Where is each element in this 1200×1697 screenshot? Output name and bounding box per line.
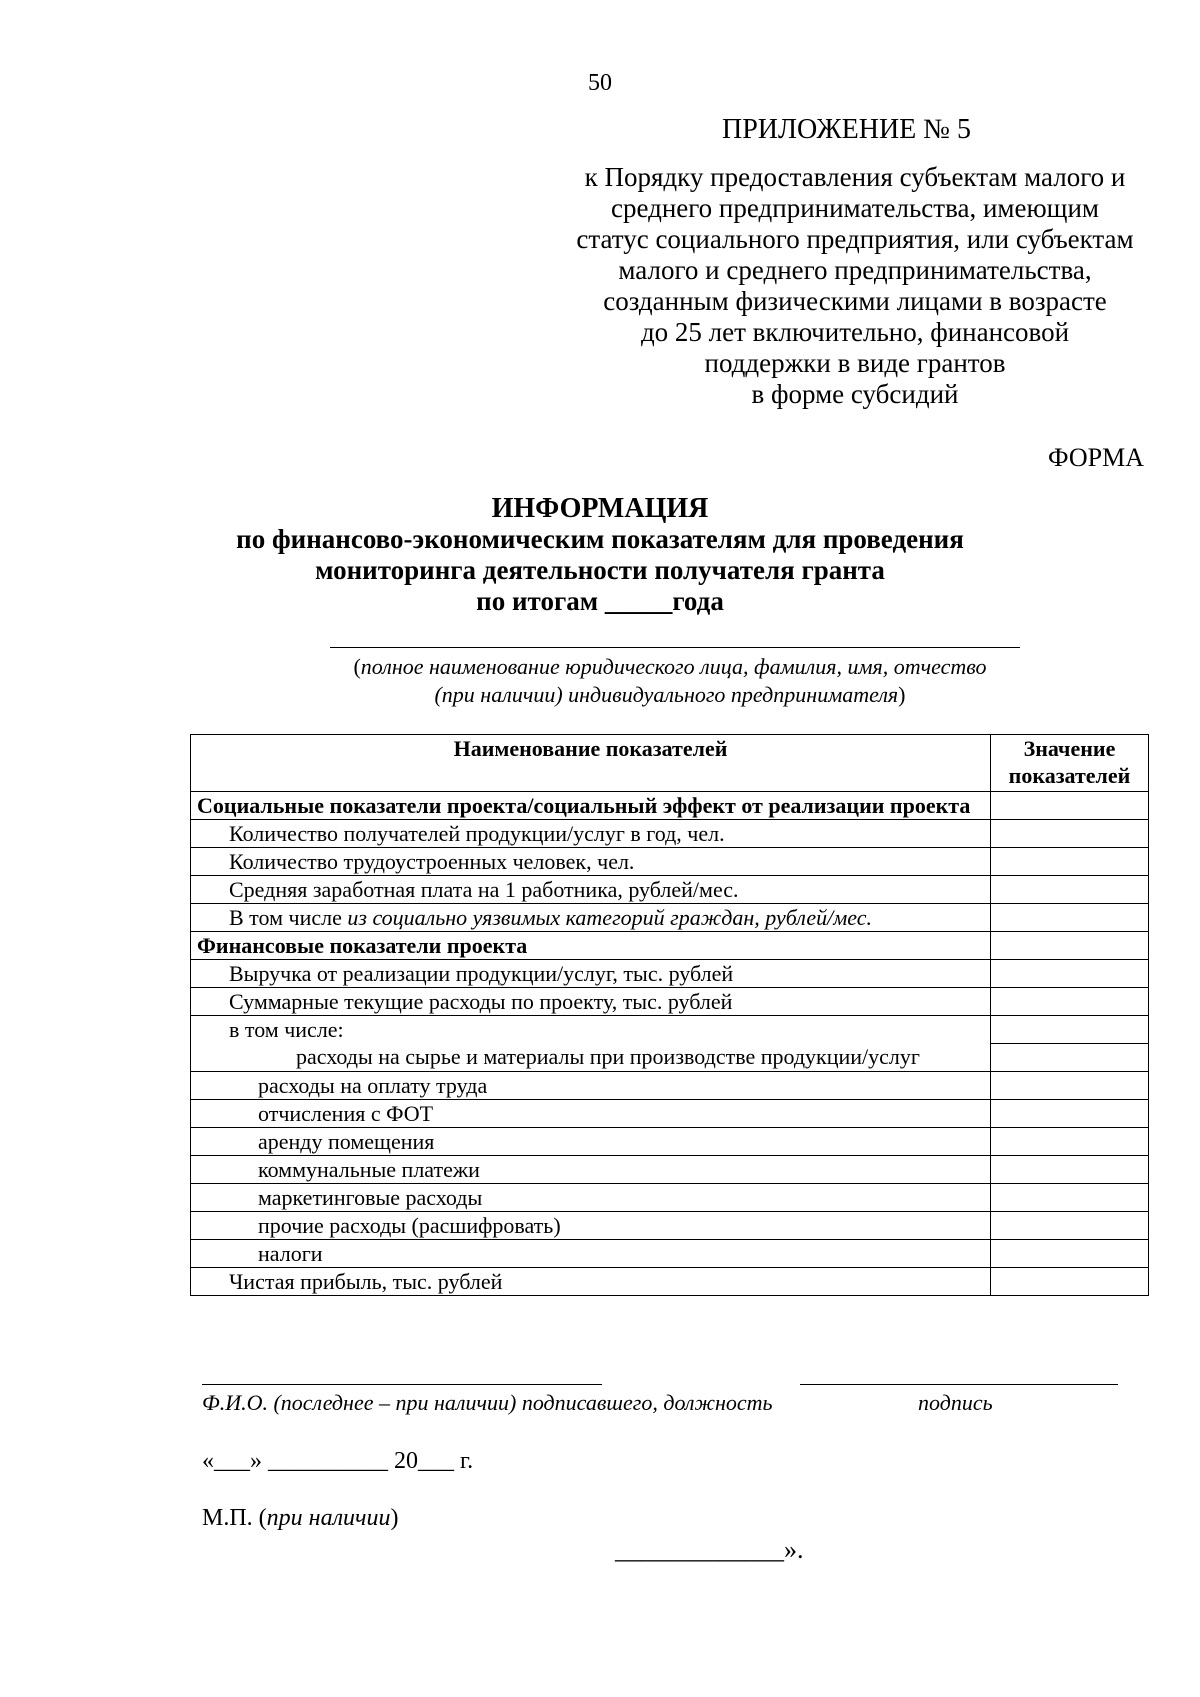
value-cell[interactable] bbox=[991, 932, 1149, 960]
indicator-label: маркетинговые расходы bbox=[191, 1184, 991, 1212]
value-cell[interactable] bbox=[991, 1100, 1149, 1128]
header-indicator-name: Наименование показателей bbox=[191, 735, 991, 792]
appendix-subtitle-line: поддержки в виде грантов bbox=[704, 348, 1006, 378]
indicator-label: аренду помещения bbox=[191, 1128, 991, 1156]
indicator-label: Количество трудоустроенных человек, чел. bbox=[191, 848, 991, 876]
table-row bbox=[191, 988, 1149, 1016]
table-row bbox=[191, 1184, 1149, 1212]
signature-caption: подпись bbox=[918, 1390, 993, 1415]
indicator-label: расходы на сырье и материалы при производстве продукции/услуг bbox=[296, 1044, 920, 1069]
table-section-row bbox=[191, 792, 1149, 820]
indicator-label: Чистая прибыль, тыс. рублей bbox=[191, 1268, 991, 1296]
indicators-table bbox=[190, 734, 1149, 1296]
table-row bbox=[191, 1156, 1149, 1184]
indicator-label: расходы на оплату труда bbox=[191, 1072, 991, 1100]
header-indicator-value: Значение показателей bbox=[991, 735, 1149, 792]
caption-open-paren: ( bbox=[353, 654, 361, 679]
entity-name-field-line[interactable] bbox=[330, 647, 1020, 648]
caption-line-2: (при наличии) индивидуального предпринимателя bbox=[434, 682, 899, 707]
appendix-subtitle-line: статус социального предприятия, или субъектам bbox=[576, 224, 1134, 254]
table-row bbox=[191, 820, 1149, 848]
table-row bbox=[191, 848, 1149, 876]
table-row bbox=[191, 1100, 1149, 1128]
appendix-subtitle bbox=[545, 162, 1165, 410]
mp-suffix: ) bbox=[390, 1505, 399, 1531]
value-cell[interactable] bbox=[991, 960, 1149, 988]
fio-signature-line[interactable] bbox=[202, 1384, 602, 1385]
closing-line: _____________». bbox=[615, 1535, 804, 1564]
value-cell-split bbox=[991, 1016, 1149, 1072]
table-row bbox=[191, 1016, 1149, 1072]
appendix-subtitle-line: до 25 лет включительно, финансовой bbox=[640, 317, 1070, 347]
indicator-label: Средняя заработная плата на 1 работника, рублей/мес. bbox=[191, 876, 991, 904]
financial-section-label: Финансовые показатели проекта bbox=[191, 932, 991, 960]
date-line[interactable]: «___» __________ 20___ г. bbox=[202, 1448, 474, 1474]
value-cell[interactable] bbox=[991, 1212, 1149, 1240]
page-number: 50 bbox=[588, 70, 612, 96]
entity-name-caption bbox=[300, 653, 1040, 709]
indicator-label: Выручка от реализации продукции/услуг, тыс. рублей bbox=[191, 960, 991, 988]
indicator-label: прочие расходы (расшифровать) bbox=[191, 1212, 991, 1240]
appendix-subtitle-line: среднего предпринимательства, имеющим bbox=[611, 193, 1099, 223]
value-cell[interactable] bbox=[991, 988, 1149, 1016]
fio-caption: Ф.И.О. (последнее – при наличии) подписавшего, должность bbox=[202, 1390, 773, 1415]
value-cell[interactable] bbox=[991, 792, 1149, 820]
mp-italic: при наличии bbox=[266, 1505, 391, 1531]
indicator-label: отчисления с ФОТ bbox=[191, 1100, 991, 1128]
value-cell[interactable] bbox=[991, 904, 1149, 932]
indicator-label: Суммарные текущие расходы по проекту, тыс. рублей bbox=[191, 988, 991, 1016]
heading-line: мониторинга деятельности получателя гранта bbox=[315, 555, 885, 585]
appendix-title: ПРИЛОЖЕНИЕ № 5 bbox=[722, 114, 971, 145]
appendix-subtitle-line: в форме субсидий bbox=[751, 379, 959, 409]
table-header-row bbox=[191, 735, 1149, 792]
appendix-subtitle-line: созданным физическими лицами в возрасте bbox=[603, 286, 1107, 316]
value-cell[interactable] bbox=[991, 820, 1149, 848]
indicator-label: Количество получателей продукции/услуг в год, чел. bbox=[191, 820, 991, 848]
social-section-label: Социальные показатели проекта/социальный эффект от реализации проекта bbox=[191, 792, 991, 820]
signature-line[interactable] bbox=[800, 1384, 1118, 1385]
value-cell[interactable] bbox=[991, 1044, 1148, 1071]
expenses-group-label bbox=[191, 1016, 991, 1072]
table-row bbox=[191, 1128, 1149, 1156]
value-cell[interactable] bbox=[991, 1016, 1148, 1044]
including-label: в том числе: bbox=[229, 1017, 344, 1042]
form-label: ФОРМА bbox=[1048, 443, 1144, 472]
indicator-label: коммунальные платежи bbox=[191, 1156, 991, 1184]
stamp-place bbox=[202, 1505, 399, 1532]
table-row bbox=[191, 904, 1149, 932]
appendix-subtitle-line: к Порядку предоставления субъектам малого и bbox=[584, 162, 1126, 192]
caption-line-1: полное наименование юридического лица, фамилия, имя, отчество bbox=[360, 654, 987, 679]
value-cell[interactable] bbox=[991, 1184, 1149, 1212]
table-row bbox=[191, 1072, 1149, 1100]
mp-prefix: М.П. ( bbox=[202, 1505, 267, 1531]
table-row bbox=[191, 876, 1149, 904]
heading-line: по финансово-экономическим показателям для проведения bbox=[236, 524, 964, 554]
table-row bbox=[191, 1268, 1149, 1296]
table-row bbox=[191, 1212, 1149, 1240]
value-cell[interactable] bbox=[991, 1240, 1149, 1268]
vulnerable-italic: из социально уязвимых категорий граждан, рублей/мес. bbox=[347, 905, 873, 930]
value-cell[interactable] bbox=[991, 1156, 1149, 1184]
table-row bbox=[191, 1240, 1149, 1268]
value-cell[interactable] bbox=[991, 1268, 1149, 1296]
value-cell[interactable] bbox=[991, 876, 1149, 904]
heading-line: по итогам _____года bbox=[476, 586, 724, 616]
value-cell[interactable] bbox=[991, 848, 1149, 876]
indicator-label: налоги bbox=[191, 1240, 991, 1268]
heading-title: ИНФОРМАЦИЯ bbox=[491, 493, 709, 524]
vulnerable-prefix: В том числе bbox=[229, 905, 348, 930]
value-cell[interactable] bbox=[991, 1128, 1149, 1156]
table-section-row bbox=[191, 932, 1149, 960]
table-row bbox=[191, 960, 1149, 988]
appendix-subtitle-line: малого и среднего предпринимательства, bbox=[618, 255, 1092, 285]
indicator-label bbox=[191, 904, 991, 932]
caption-close-paren: ) bbox=[898, 682, 906, 707]
document-heading bbox=[0, 493, 1200, 617]
value-cell[interactable] bbox=[991, 1072, 1149, 1100]
